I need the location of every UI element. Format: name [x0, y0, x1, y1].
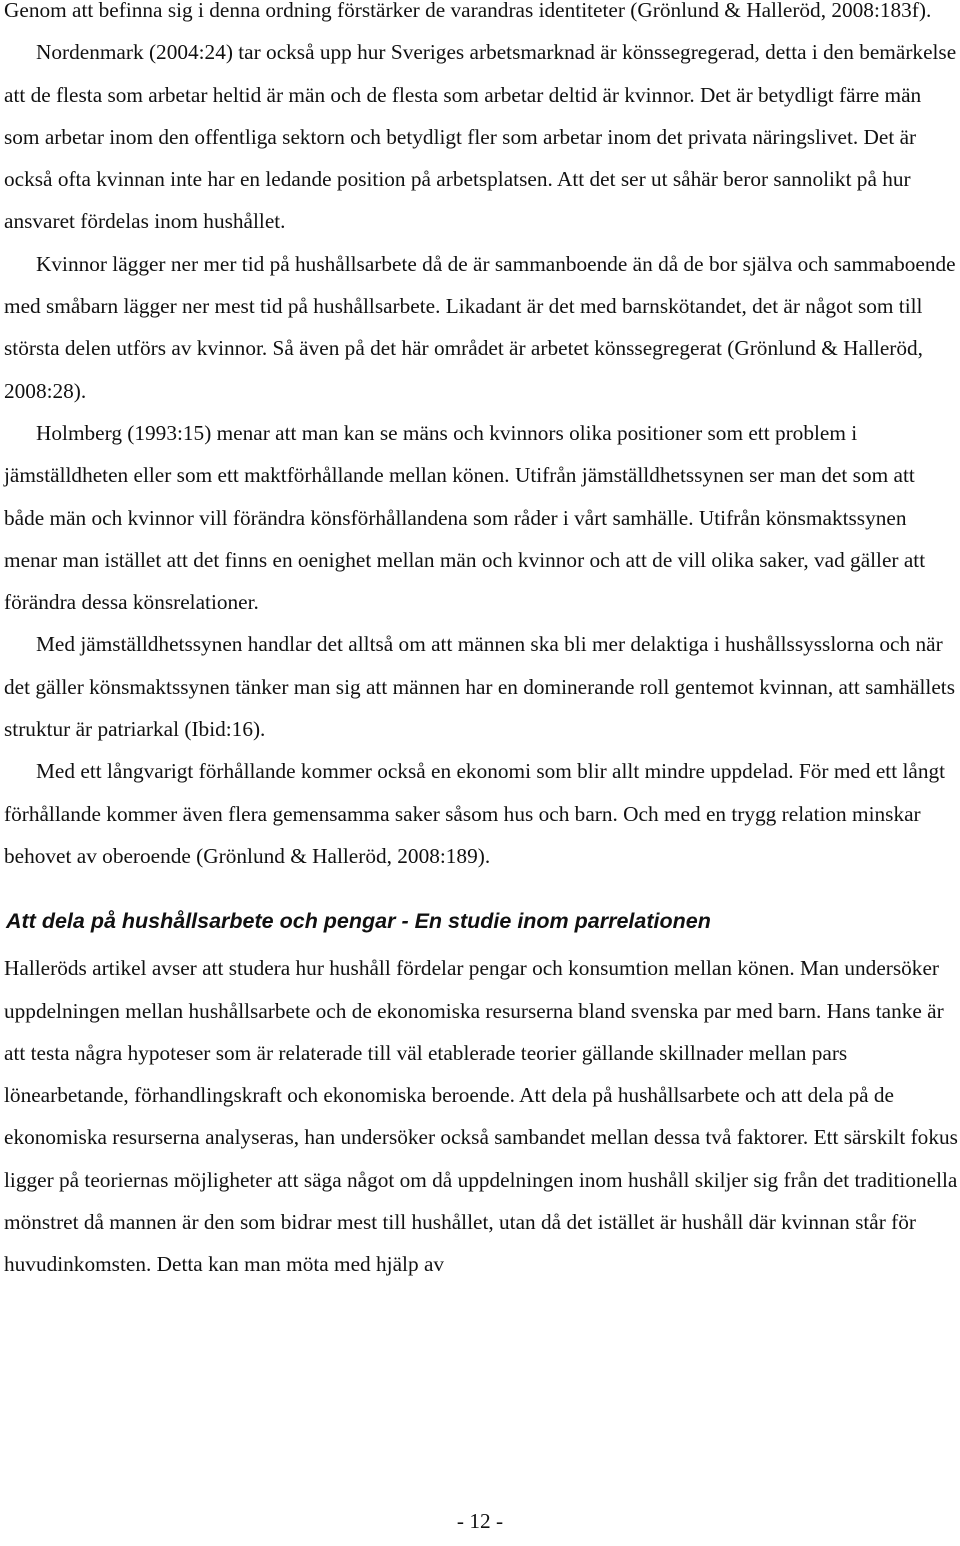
paragraph-long-relationship: Med ett långvarigt förhållande kommer också en ekonomi som blir allt mindre uppdelad. För med ett långt förhållande kommer även flera gemensamma saker såsom hus och barn. Och med en trygg relation minskar behovet av oberoende (Grönlund & Halleröd, 2008:189). [4, 759, 946, 868]
section-heading: Att dela på hushållsarbete och pengar - En studie inom parrelationen [6, 909, 711, 934]
paragraph-hallerod-article: Halleröds artikel avser att studera hur hushåll fördelar pengar och konsumtion mellan könen. Man undersöker uppdelningen mellan hushållsarbete och de ekonomiska resurserna bland svenska par med barn. Hans tanke är att testa några hypoteser som är relaterade till väl etablerade teorier gällande skillnader mellan pars lönearbetande, förhandlingskraft och ekonomiska beroende. Att dela på hushållsarbete och att dela på de ekonomiska resurserna analyseras, han undersöker också sambandet mellan dessa två faktorer. Ett särskilt fokus ligger på teoriernas möjligheter att säga något om då uppdelningen inom hushåll skiljer sig från det traditionella mönstret då mannen är den som bidrar mest till hushållet, utan då det istället är hushåll där kvinnan står för huvudinkomsten. Detta kan man möta med hjälp av [4, 956, 958, 1277]
paragraph-equality-view: Med jämställdhetssynen handlar det alltså om att männen ska bli mer delaktiga i hushållssysslorna och när det gäller könsmaktssynen tänker man sig att männen har en dominerande roll gentemot kvinnan, att samhällets struktur är patriarkal (Ibid:16). [4, 632, 955, 742]
paragraph-continuation: Genom att befinna sig i denna ordning förstärker de varandras identiteter (Grönlund & Halleröd, 2008:183f). [4, 0, 932, 22]
paragraph-holmberg: Holmberg (1993:15) menar att man kan se mäns och kvinnors olika positioner som ett problem i jämställdheten eller som ett maktförhållande mellan könen. Utifrån jämställdhetssynen ser man det som att både män och kvinnor vill förändra könsförhållandena som råder i vårt samhälle. Utifrån könsmaktssynen menar man istället att det finns en oenighet mellan män och kvinnor och att de vill olika saker, vad gäller att förändra dessa könsrelationer. [4, 420, 926, 615]
page-number: - 12 - [456, 1509, 504, 1533]
paragraph-nordenmark: Nordenmark (2004:24) tar också upp hur Sveriges arbetsmarknad är könssegregerad, detta i den bemärkelse att de flesta som arbetar heltid är män och de flesta som arbetar deltid är kvinnor. Det är betydligt färre män som arbetar inom den offentliga sektorn och betydligt fler som arbetar inom det privata näringslivet. Det är också ofta kvinnan inte har en ledande position på arbetsplatsen. Att det ser ut såhär beror sannolikt på hur ansvaret fördelas inom hushållet. [4, 40, 957, 234]
paragraph-household-work: Kvinnor lägger ner mer tid på hushållsarbete då de är sammanboende än då de bor själva och sammaboende med småbarn lägger ner mest tid på hushållsarbete. Likadant är det med barnskötandet, det är något som till största delen utförs av kvinnor. Så även på det här området är arbetet könssegregerat (Grönlund & Halleröd, 2008:28). [4, 251, 956, 403]
